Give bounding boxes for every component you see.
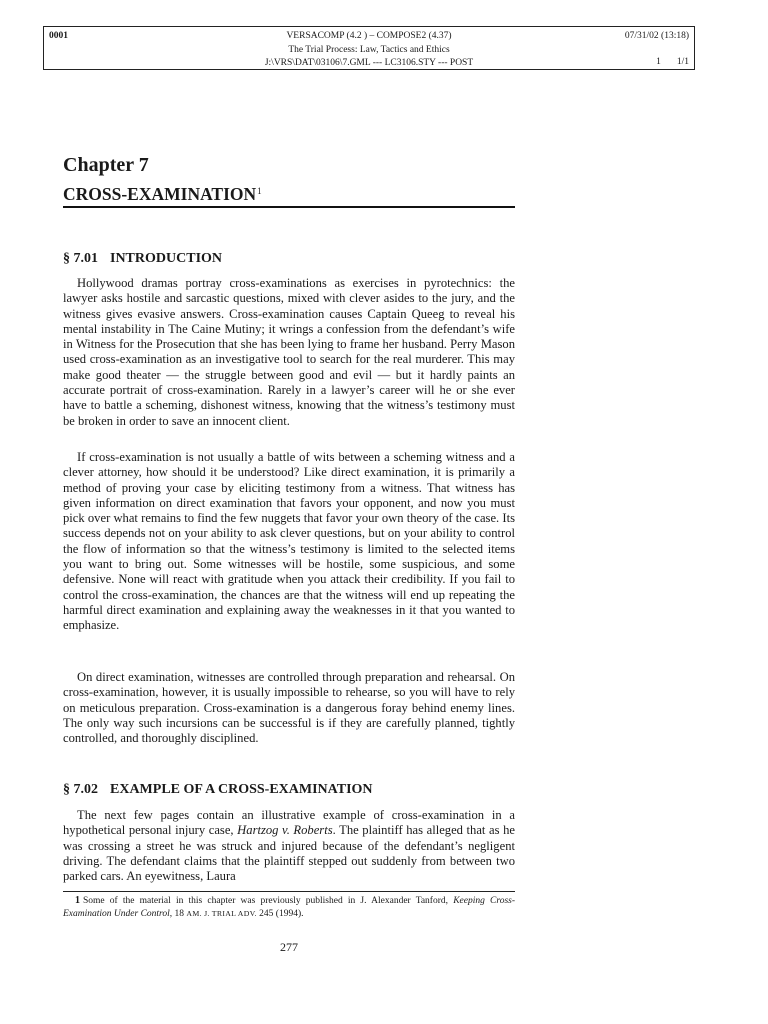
section-title: EXAMPLE OF A CROSS-EXAMINATION — [110, 782, 373, 797]
footnote-text-c: 245 (1994). — [259, 908, 304, 919]
header-page-a: 1 — [656, 57, 661, 67]
chapter-title — [63, 184, 262, 205]
header-page-b: 1/1 — [676, 57, 689, 67]
paragraph-4 — [63, 808, 515, 884]
paragraph-4-text-b: . The plaintiff has alleged that as he was crossing a street he was struck and injured because of the defendant’s negligent driving. The defendant claims that the plaintiff stepped out suddenly from between two parked cars. An eyewitness, Laura — [63, 823, 515, 884]
paragraph-2: If cross-examination is not usually a battle of wits between a scheming witness and a clever attorney, how should it be understood? Like direct examination, it is primarily a method of proving your case by eliciting testimony from a witness. That witness has given information on direct examination that favors your opponent, and now you must pick over what remains to find the few nuggets that favor your own theory of the case. Its success depends not on your ability to ask clever questions, but on your ability to control the flow of information so that the witness’s testimony is limited to the selected items you want to bring out. Some witnesses will be hostile, some suspicious, and some defensive. None will react with gratitude when you attack their credibility. If you fail to control the cross-examination, the chances are that the witness will end up repeating the harmful direct examination and explaining away the weaknesses in it that you wanted to emphasize. — [63, 450, 515, 633]
chapter-rule — [63, 206, 515, 208]
chapter-title-text: CROSS-EXAMINATION — [63, 184, 257, 204]
paragraph-3: On direct examination, witnesses are controlled through preparation and rehearsal. On cross-examination, however, it is usually impossible to rehearse, so you will have to rely on meticulous preparation. Cross-examination is a dangerous foray behind enemy lines. The only way such incursions can be successful is if they are carefully planned, tightly controlled, and thoroughly disciplined. — [63, 670, 515, 746]
header-line-2: The Trial Process: Law, Tactics and Ethics — [288, 44, 450, 55]
case-name: Hartzog v. Roberts — [237, 823, 333, 838]
header-line-3: J:\VRS\DAT\03106\7.GML --- LC3106.STY --- POST — [264, 58, 474, 68]
footnote-text-b: , 18 — [169, 908, 185, 919]
footnote-journal: AM. J. TRIAL ADV. — [186, 908, 257, 918]
chapter-footnote-mark: 1 — [257, 186, 262, 196]
footnote-article-title: Keeping Cross-Examination Under Control — [63, 896, 516, 919]
header-line-1: VERSACOMP (4.2 ) – COMPOSE2 (4.37) — [286, 31, 452, 41]
section-heading-7-02 — [63, 782, 373, 798]
paragraph-1: Hollywood dramas portray cross-examinations as exercises in pyrotechnics: the lawyer asks hostile and sarcastic questions, mixed with clever asides to the jury, and the witness gives evasive answers. Cross-examination causes Captain Queeg to reveal his mental instability in The Caine Mutiny; it wrings a confession from the defendant’s wife in Witness for the Prosecution that she has been lying to frame her husband. Perry Mason used cross-examination as an investigative tool to search for the real murderer. This may make good theater — the struggle between good and evil — but it hardly paints an accurate portrait of cross-examination. Rarely in a lawyer’s career will he or she ever have to battle a scheming, dishonest witness, knowing that the witness’s testimony must be broken in order to save an innocent client. — [63, 276, 515, 428]
page-number: 277 — [280, 940, 298, 954]
section-title: INTRODUCTION — [110, 251, 223, 266]
section-number: § 7.01 — [63, 251, 98, 266]
chapter-number: Chapter 7 — [63, 154, 149, 176]
header-center — [44, 30, 694, 71]
footnote — [63, 895, 515, 920]
header-page-info — [656, 56, 689, 70]
footnote-text-a: Some of the material in this chapter was previously published in J. Alexander Tanford, — [83, 896, 449, 906]
footnote-mark: 1 — [75, 895, 80, 906]
paragraph-4-text-a: The next few pages contain an illustrative example of cross-examination in a hypothetical personal injury case, — [63, 808, 515, 838]
section-heading-7-01 — [63, 251, 222, 267]
header-datetime: 07/31/02 (13:18) — [624, 31, 689, 41]
job-id: 0001 — [49, 31, 68, 41]
footnote-rule — [63, 891, 515, 892]
section-number: § 7.02 — [63, 782, 98, 797]
composition-header — [43, 26, 695, 70]
